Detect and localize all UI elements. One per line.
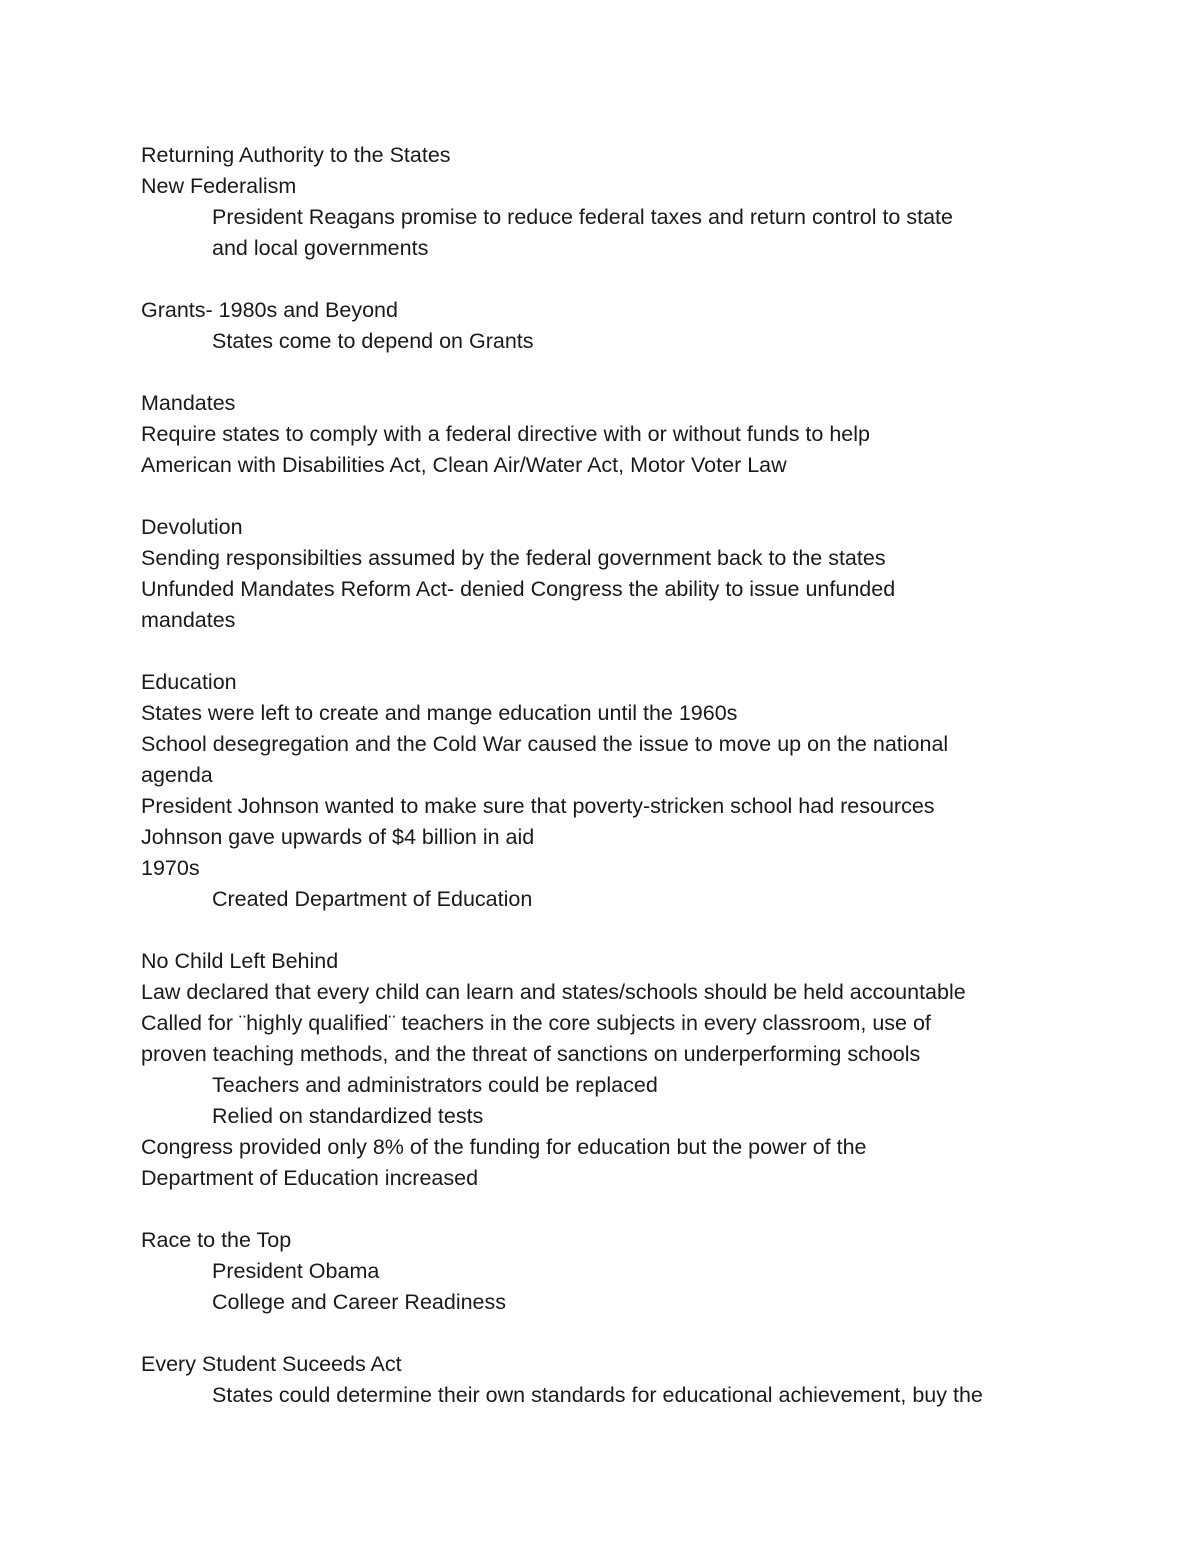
text-line: Devolution	[141, 515, 243, 539]
text-line: Sending responsibilties assumed by the federal government back to the states	[141, 546, 886, 570]
text-line: Law declared that every child can learn and states/schools should be held accountable	[141, 980, 966, 1004]
text-line: Grants- 1980s and Beyond	[141, 298, 398, 322]
blank-line	[141, 915, 1071, 946]
blank-line	[141, 357, 1071, 388]
blank-line	[141, 264, 1071, 295]
indented-text-line: Relied on standardized tests	[212, 1104, 484, 1128]
text-line: mandates	[141, 608, 236, 632]
indented-text-line: President Obama	[212, 1259, 380, 1283]
indented-text-line: Created Department of Education	[212, 887, 533, 911]
text-line: Returning Authority to the States	[141, 143, 451, 167]
text-line: Unfunded Mandates Reform Act- denied Congress the ability to issue unfunded	[141, 577, 896, 601]
text-line: Mandates	[141, 391, 236, 415]
text-line: agenda	[141, 763, 213, 787]
text-line: 1970s	[141, 856, 200, 880]
indented-text-line: States could determine their own standards for educational achievement, buy the	[212, 1383, 983, 1407]
text-line: Education	[141, 670, 237, 694]
text-line: Called for ¨highly qualified¨ teachers in the core subjects in every classroom, use of	[141, 1011, 931, 1035]
indented-text-line: Teachers and administrators could be replaced	[212, 1073, 658, 1097]
text-line: Department of Education increased	[141, 1166, 479, 1190]
blank-line	[141, 636, 1071, 667]
indented-text-line: States come to depend on Grants	[212, 329, 534, 353]
text-line: American with Disabilities Act, Clean Air/Water Act, Motor Voter Law	[141, 453, 787, 477]
blank-line	[141, 1318, 1071, 1349]
indented-text-line: and local governments	[212, 236, 429, 260]
blank-line	[141, 481, 1071, 512]
blank-line	[141, 1194, 1071, 1225]
text-line: States were left to create and mange education until the 1960s	[141, 701, 738, 725]
text-line: Johnson gave upwards of $4 billion in aid	[141, 825, 535, 849]
document-body	[141, 140, 1071, 1411]
text-line: Congress provided only 8% of the funding for education but the power of the	[141, 1135, 867, 1159]
indented-text-line: College and Career Readiness	[212, 1290, 507, 1314]
text-line: Require states to comply with a federal directive with or without funds to help	[141, 422, 870, 446]
indented-text-line: President Reagans promise to reduce federal taxes and return control to state	[212, 205, 953, 229]
text-line: New Federalism	[141, 174, 297, 198]
text-line: School desegregation and the Cold War caused the issue to move up on the national	[141, 732, 949, 756]
text-line: Race to the Top	[141, 1228, 292, 1252]
text-line: President Johnson wanted to make sure that poverty-stricken school had resources	[141, 794, 935, 818]
text-line: Every Student Suceeds Act	[141, 1352, 402, 1376]
text-line: No Child Left Behind	[141, 949, 339, 973]
text-line: proven teaching methods, and the threat of sanctions on underperforming schools	[141, 1042, 921, 1066]
